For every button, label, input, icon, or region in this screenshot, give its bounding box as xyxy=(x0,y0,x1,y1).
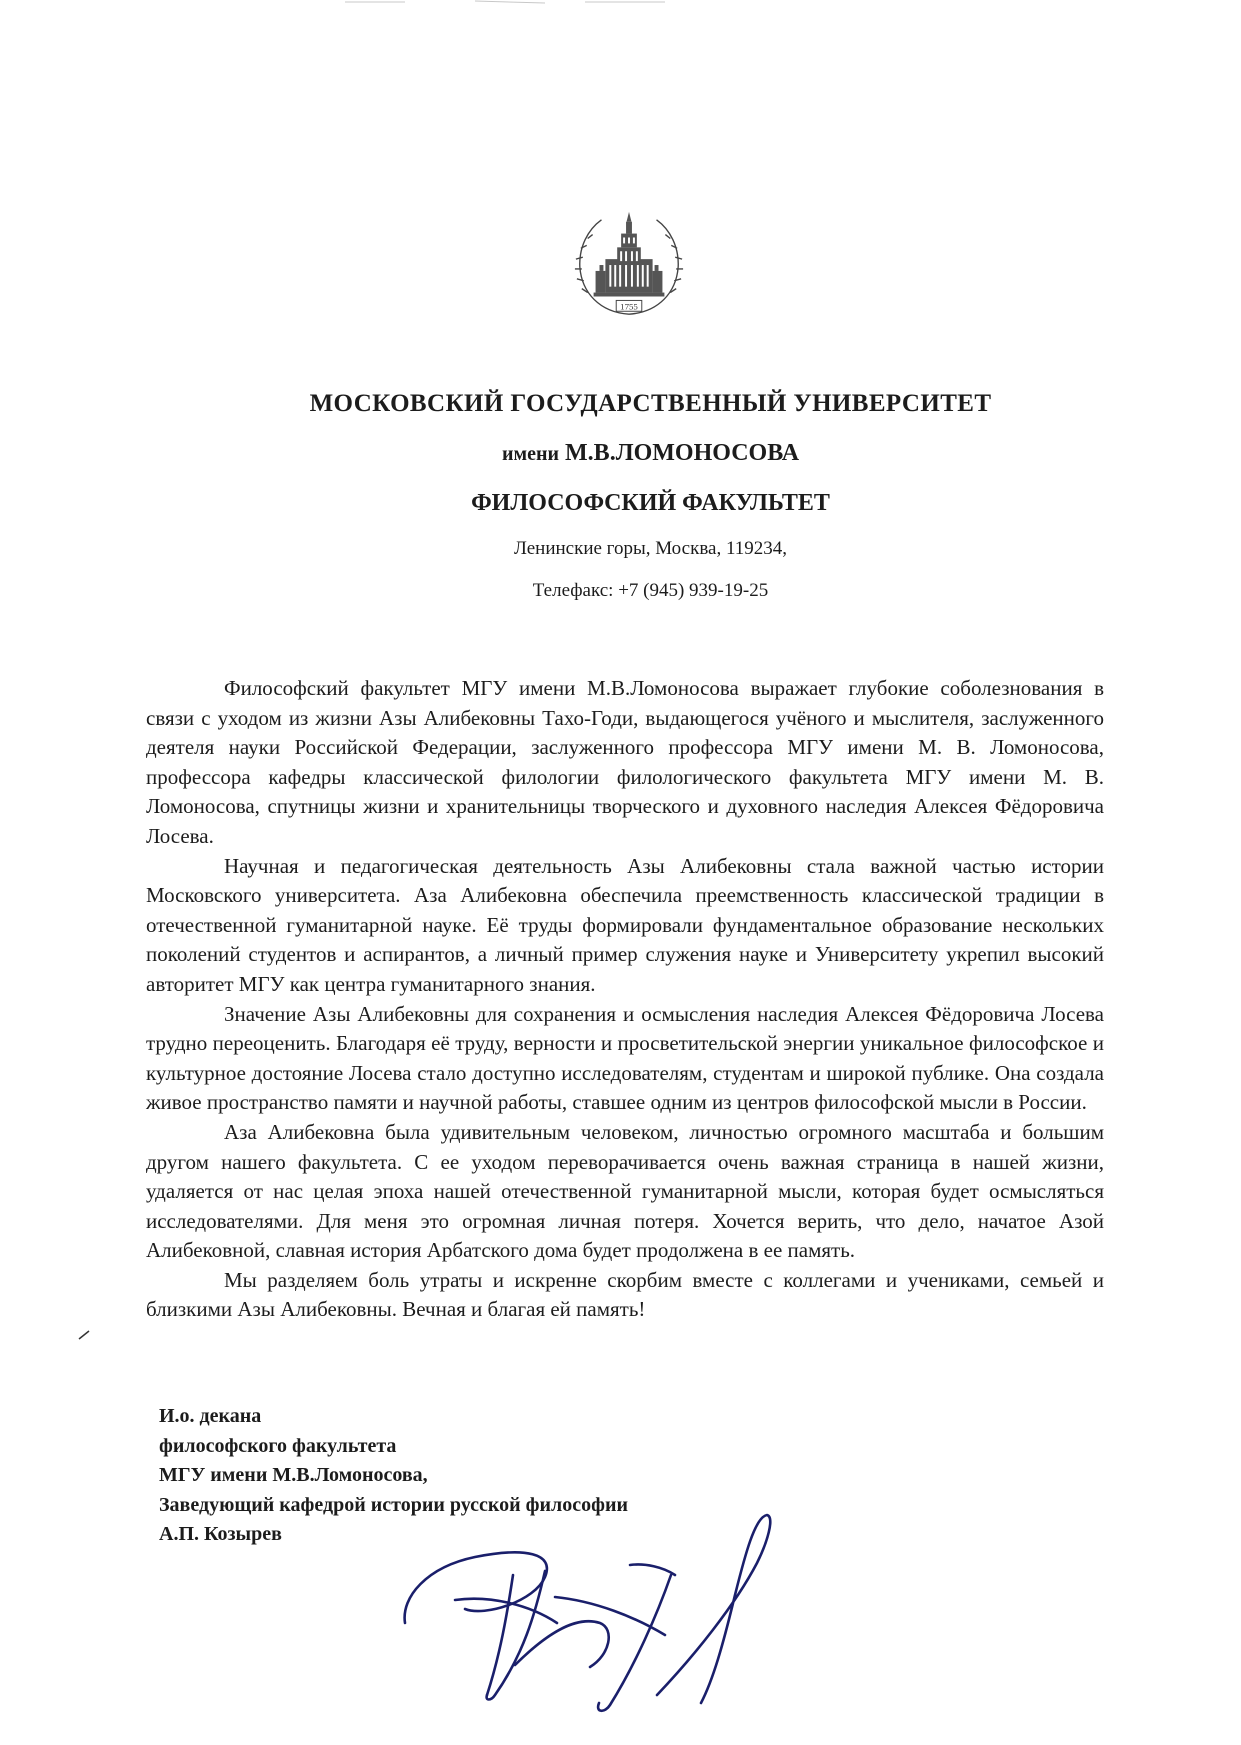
handwritten-signature xyxy=(395,1505,855,1725)
paragraph: Аза Алибековна была удивительным человеком, личностью огромного масштаба и большим другом нашего факультета. С ее уходом переворачивается очень важная страница в нашей жизни, удаляется от нас целая эпоха нашей отечественной гуманитарной мысли, которая будет осмысляться исследователями. Для меня это огромная личная потеря. Хочется верить, что дело, начатое Азой Алибековной, славная история Арбатского дома будет продолжена в ее память. xyxy=(146,1119,1104,1263)
name-prefix: имени xyxy=(501,443,560,465)
letter-body xyxy=(146,674,1104,1325)
address: Ленинские горы, Москва, 119234, xyxy=(513,538,788,559)
svg-text:1755: 1755 xyxy=(620,301,638,312)
phone-fax: Телефакс: +7 (945) 939-19-25 xyxy=(532,580,769,601)
paragraph: Философский факультет МГУ имени М.В.Ломоносова выражает глубокие соболезнования в связи с уходом из жизни Азы Алибековны Тахо-Годи, выдающегося учёного и мыслителя, заслуженного деятеля науки Российской Федерации, заслуженного профессора МГУ имени М. В. Ломоносова, профессора кафедры классической филологии филологического факультета МГУ имени М. В. Ломоносова, спутницы жизни и хранительницы творческого и духовного наследия Алексея Фёдоровича Лосева. xyxy=(146,676,1104,848)
msu-emblem-icon xyxy=(570,208,688,326)
paragraph: Мы разделяем боль утраты и искренне скорбим вместе с коллегами и учениками, семьей и близкими Азы Алибековны. Вечная и благая ей память! xyxy=(146,1267,1104,1322)
faculty-title: ФИЛОСОФСКИЙ ФАКУЛЬТЕТ xyxy=(471,490,830,516)
signatory-university: МГУ имени М.В.Ломоносова, xyxy=(159,1464,428,1486)
signatory-department: Заведующий кафедрой истории русской философии xyxy=(159,1493,628,1516)
signatory-name: А.П. Козырев xyxy=(159,1523,282,1545)
margin-mark xyxy=(78,1330,90,1340)
university-name: М.В.ЛОМОНОСОВА xyxy=(565,440,800,466)
university-title: МОСКОВСКИЙ ГОСУДАРСТВЕННЫЙ УНИВЕРСИТЕТ xyxy=(309,390,992,417)
paragraph: Научная и педагогическая деятельность Азы Алибековны стала важной частью истории Московского университета. Аза Алибековна обеспечила преемственность классической традиции в отечественной гуманитарной науке. Её труды формировали фундаментальное образование нескольких поколений студентов и аспирантов, а личный пример служения науке и Университету укрепил высокий авторитет МГУ как центра гуманитарного знания. xyxy=(146,853,1104,996)
scan-edge-mark xyxy=(345,0,665,6)
signatory-faculty: философского факультета xyxy=(159,1434,397,1457)
paragraph: Значение Азы Алибековны для сохранения и осмысления наследия Алексея Фёдоровича Лосева трудно переоценить. Благодаря её труду, верности и просветительской энергии уникальное философское и культурное достояние Лосева стало доступно исследователям, студентам и широкой публике. Она создала живое пространство памяти и научной работы, ставшее одним из центров философской мысли в России. xyxy=(146,1001,1104,1115)
university-name-line xyxy=(0,440,1241,467)
signatory-position: И.о. декана xyxy=(159,1405,262,1427)
